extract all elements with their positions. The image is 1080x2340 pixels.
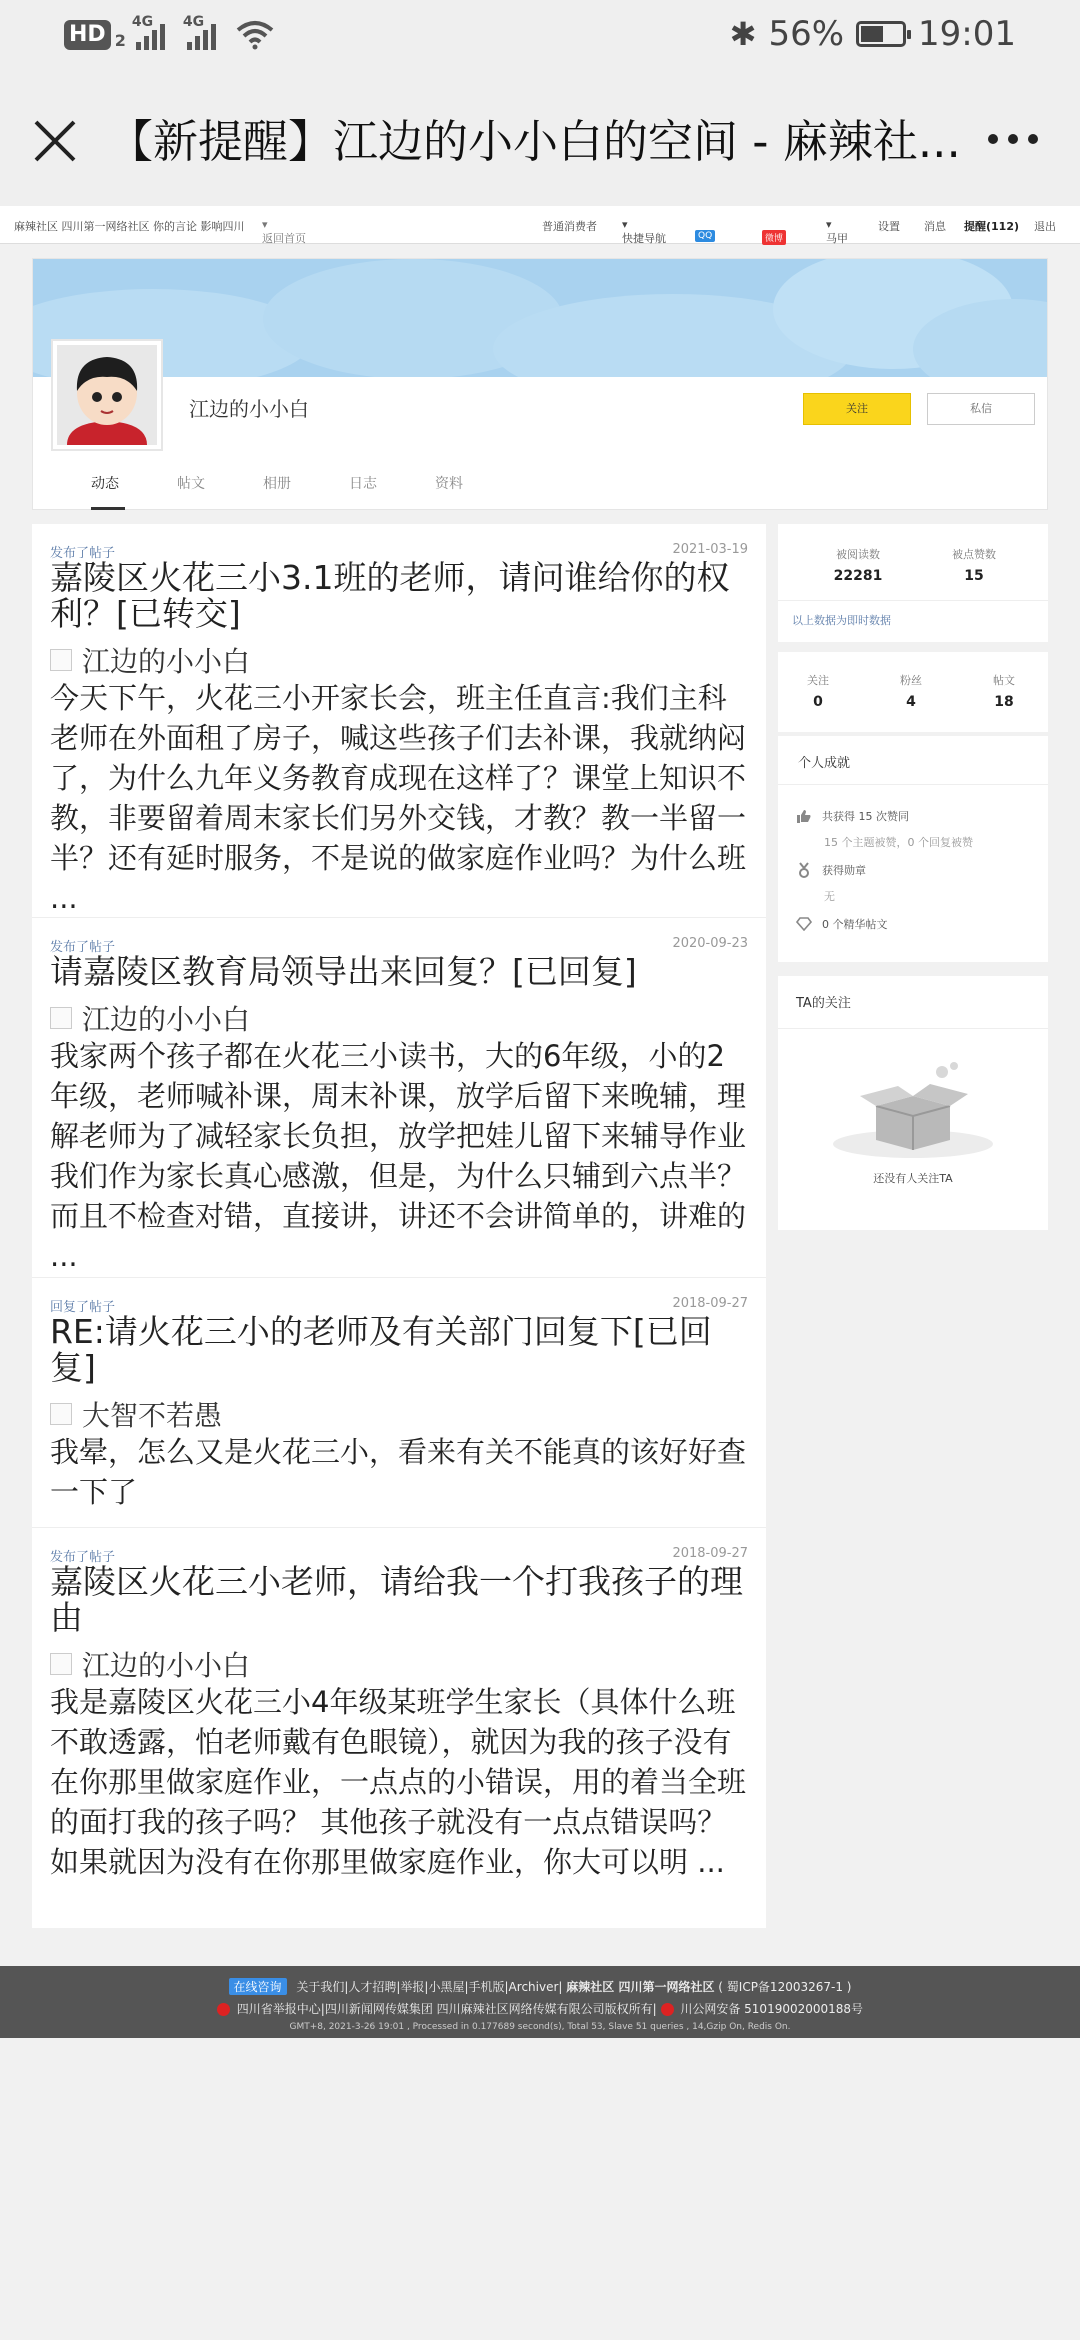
achievement-medals <box>796 862 866 878</box>
realtime-note: 以上数据为即时数据 <box>792 614 891 627</box>
likes-value: 15 <box>964 568 984 584</box>
post-author[interactable] <box>50 640 250 680</box>
achievement-medals-text: 获得勋章 <box>822 864 866 877</box>
logout-link[interactable]: 退出 <box>1034 220 1056 233</box>
active-tab-underline <box>91 507 125 510</box>
avatar[interactable] <box>51 339 163 451</box>
close-icon[interactable] <box>30 116 80 166</box>
footer-icp[interactable]: ( 蜀ICP备12003267-1 ) <box>718 1980 852 1994</box>
post-author[interactable] <box>50 1644 250 1684</box>
post-action: 发布了帖子 <box>50 940 116 955</box>
cloud-banner-image <box>33 259 1047 377</box>
author-avatar-icon <box>50 1653 72 1675</box>
list-item[interactable] <box>32 918 766 1278</box>
settings-link[interactable]: 设置 <box>878 220 900 233</box>
user-menu[interactable]: 马甲 ▾ <box>826 218 848 245</box>
posts-stat[interactable] <box>984 672 1024 710</box>
follow-stat[interactable] <box>798 672 838 710</box>
post-date: 2018-09-27 <box>672 1546 748 1561</box>
post-action: 回复了帖子 <box>50 1300 116 1315</box>
hd-sub: 2 <box>114 30 126 50</box>
site-footer <box>0 1966 1080 2038</box>
achievement-digest-text: 0 个精华帖文 <box>822 918 888 931</box>
user-label: 马甲 <box>826 232 848 245</box>
hd-voice-icon: HD <box>64 20 111 50</box>
author-name: 江边的小小白 <box>82 1649 251 1682</box>
page-title: 【新提醒】江边的小小白的空间 - 麻辣社... <box>108 115 961 168</box>
battery-percent: 56% <box>768 14 845 54</box>
footer-copyright-text[interactable]: 四川省举报中心|四川新闻网传媒集团 四川麻辣社区网络传媒有限公司版权所有| <box>236 2002 657 2016</box>
post-author[interactable] <box>50 1394 222 1434</box>
follow-button[interactable]: 关注 <box>803 393 911 425</box>
ta-following-title: TA的关注 <box>796 996 851 1011</box>
achievement-medals-detail: 无 <box>824 890 835 903</box>
quick-nav-menu[interactable]: 快捷导航 ▾ <box>622 218 666 245</box>
status-right <box>730 14 1016 54</box>
thumbs-up-icon <box>796 809 812 823</box>
list-item[interactable] <box>32 524 766 918</box>
tab-posts[interactable]: 帖文 <box>177 476 205 492</box>
report-center-icon <box>217 2003 230 2016</box>
fans-stat[interactable] <box>891 672 931 710</box>
signal-icon-2 <box>182 14 216 50</box>
diamond-icon <box>796 917 812 931</box>
divider <box>778 784 1048 785</box>
post-action: 发布了帖子 <box>50 1550 116 1565</box>
profile-banner <box>33 259 1047 377</box>
post-excerpt: 今天下午，火花三小开家长会，班主任直言:我们主科老师在外面租了房子，喊这些孩子们去补课，我就纳闷了，为什么九年义务教育成现在这样了？课堂上知识不教，非要留着周末家长们另外交钱，才教？教一半留一半？还有延时服务，不是说的做家庭作业吗？为什么班 ... <box>50 681 747 915</box>
back-home-link[interactable]: 返回首页 ▾ <box>262 218 306 245</box>
author-name: 江边的小小白 <box>82 645 251 678</box>
posts-value: 18 <box>994 694 1014 710</box>
follow-label: 关注 <box>807 674 829 687</box>
post-title[interactable]: 嘉陵区火花三小老师，请给我一个打我孩子的理由 <box>50 1562 743 1637</box>
achievement-likes-text: 共获得 15 次赞同 <box>822 810 909 823</box>
reminder-link[interactable]: 提醒(112) <box>964 220 1020 233</box>
avatar-image <box>57 345 157 445</box>
bluetooth-icon: ✱ <box>729 15 757 53</box>
ta-following-card <box>778 976 1048 1230</box>
post-author[interactable] <box>50 998 250 1038</box>
achievement-likes-detail: 15 个主题被赞，0 个回复被赞 <box>824 836 973 849</box>
divider <box>778 1028 1048 1029</box>
stats-card <box>778 524 1048 642</box>
reads-label: 被阅读数 <box>836 548 880 561</box>
wifi-icon <box>236 20 274 50</box>
likes-stat <box>934 546 1014 584</box>
status-bar <box>0 0 1080 76</box>
messages-link[interactable]: 消息 <box>924 220 946 233</box>
likes-label: 被点赞数 <box>952 548 996 561</box>
post-date: 2018-09-27 <box>672 1296 748 1311</box>
site-topbar <box>0 206 1080 244</box>
profile-card <box>32 258 1048 510</box>
posts-label: 帖文 <box>993 674 1015 687</box>
activity-feed <box>32 524 766 1928</box>
reads-stat <box>818 546 898 584</box>
online-consult-button[interactable]: 在线咨询 <box>229 1978 287 1995</box>
weibo-badge: 微博 <box>762 230 786 245</box>
author-name: 大智不若愚 <box>82 1399 223 1432</box>
ta-following-empty: 还没有人关注TA <box>873 1172 953 1185</box>
user-level[interactable]: 普通消费者 <box>542 220 597 233</box>
quick-nav-label: 快捷导航 <box>622 232 666 245</box>
clock: 19:01 <box>918 14 1016 54</box>
post-excerpt: 我是嘉陵区火花三小4年级某班学生家长（具体什么班不敢透露，怕老师戴有色眼镜），就因为我的孩子没有在你那里做家庭作业，一点点的小错误，用的着当全班的面打我的孩子吗？ 其他孩子就没有一点点错误吗？如果就因为没有在你那里做家庭作业，你大可以明 ... <box>50 1685 747 1879</box>
post-date: 2021-03-19 <box>672 542 748 557</box>
back-home-label: 返回首页 <box>262 232 306 245</box>
fans-label: 粉丝 <box>900 674 922 687</box>
tab-blog[interactable]: 日志 <box>349 476 377 492</box>
author-avatar-icon <box>50 649 72 671</box>
tab-album[interactable]: 相册 <box>263 476 291 492</box>
follow-value: 0 <box>813 694 823 710</box>
net-type-1: 4G <box>131 14 154 30</box>
achievements-title: 个人成就 <box>798 756 851 771</box>
status-left <box>64 14 274 50</box>
author-avatar-icon <box>50 1403 72 1425</box>
author-name: 江边的小小白 <box>82 1003 251 1036</box>
footer-site-name: 麻辣社区 四川第一网络社区 <box>566 1980 715 1994</box>
empty-box-icon <box>830 1060 996 1160</box>
footer-debug-info: GMT+8, 2021-3-26 19:01 , Processed in 0.177689 second(s), Total 53, Slave 51 queries , 14,Gzip On, Redis On. <box>289 2022 791 2032</box>
achievement-digest <box>796 916 888 932</box>
battery-icon <box>856 21 906 47</box>
list-item[interactable] <box>32 1528 766 1928</box>
police-emblem-icon <box>661 2003 674 2016</box>
post-action: 发布了帖子 <box>50 546 116 561</box>
post-excerpt: 我家两个孩子都在火花三小读书，大的6年级，小的2年级，老师喊补课，周末补课，放学后留下来晚辅，理解老师为了减轻家长负担，放学把娃儿留下来辅导作业我们作为家长真心感激，但是，为什么只辅到六点半？而且不检查对错，直接讲，讲还不会讲简单的，讲难的 ... <box>50 1039 747 1273</box>
post-title[interactable]: 请嘉陵区教育局领导出来回复？[已回复] <box>50 952 637 991</box>
divider <box>778 600 1048 601</box>
post-title[interactable]: RE:请火花三小的老师及有关部门回复下[已回复] <box>50 1312 712 1387</box>
footer-copyright <box>0 2000 1080 2017</box>
profile-name: 江边的小小白 <box>189 397 309 421</box>
achievement-likes <box>796 808 909 824</box>
more-options-icon[interactable] <box>988 134 1038 144</box>
post-date: 2020-09-23 <box>672 936 748 951</box>
tab-profile[interactable]: 资料 <box>435 476 463 492</box>
post-title[interactable]: 嘉陵区火花三小3.1班的老师，请问谁给你的权利？[已转交] <box>50 558 730 633</box>
follow-stats-card <box>778 652 1048 732</box>
medal-icon <box>796 862 812 878</box>
tab-activity[interactable]: 动态 <box>91 476 119 492</box>
signal-icon <box>131 14 165 50</box>
private-message-button[interactable]: 私信 <box>927 393 1035 425</box>
net-type-2: 4G <box>182 14 205 30</box>
author-avatar-icon <box>50 1007 72 1029</box>
site-slogan[interactable]: 麻辣社区 四川第一网络社区 你的言论 影响四川 <box>14 220 245 233</box>
browser-titlebar <box>0 76 1080 206</box>
list-item[interactable] <box>32 1278 766 1528</box>
footer-links-text[interactable]: 关于我们|人才招聘|举报|小黑屋|手机版|Archiver| <box>296 1980 563 1994</box>
reads-value: 22281 <box>833 568 883 584</box>
post-excerpt: 我晕，怎么又是火花三小，看来有关不能真的该好好查一下了 <box>50 1435 747 1509</box>
achievements-card <box>778 736 1048 962</box>
fans-value: 4 <box>906 694 916 710</box>
footer-links <box>0 1978 1080 1995</box>
qq-badge: QQ <box>695 230 715 242</box>
footer-police-record[interactable]: 川公网安备 51019002000188号 <box>680 2002 864 2016</box>
